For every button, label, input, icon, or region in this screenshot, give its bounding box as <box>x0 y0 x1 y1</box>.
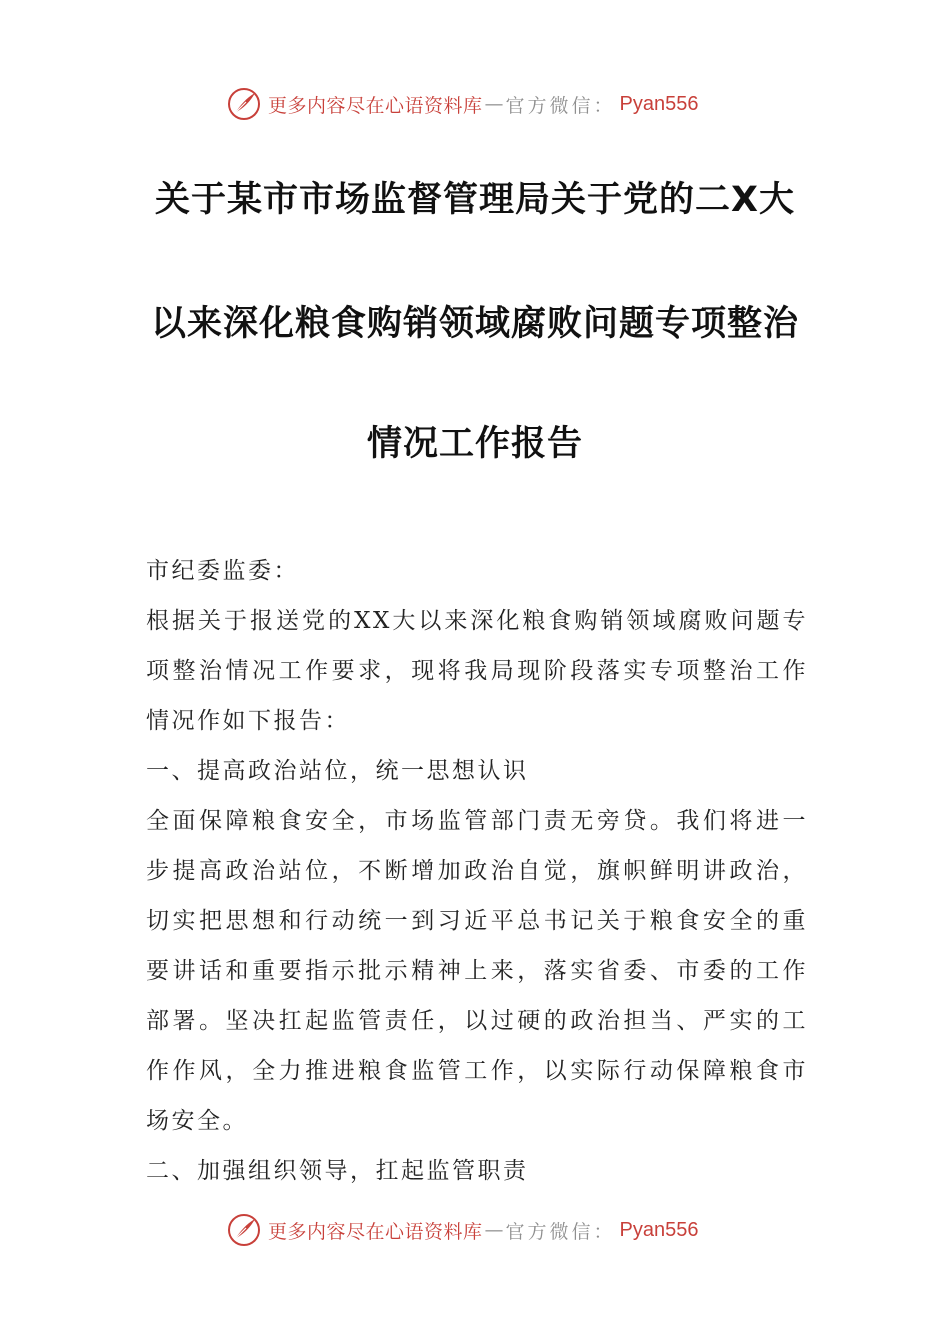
document-title-line-2: 以来深化粮食购销领域腐败问题专项整治 <box>150 304 799 344</box>
watermark-site-text: 更多内容尽在心语资料库 <box>268 1220 483 1243</box>
watermark-site-text: 更多内容尽在心语资料库 <box>268 94 483 117</box>
intro-paragraph: 根据关于报送党的XX大以来深化粮食购销领域腐败问题专项整治情况工作要求，现将我局现阶段落实专项整治工作情况作如下报告： <box>146 608 808 734</box>
header-watermark <box>226 84 699 124</box>
watermark-dash: — <box>484 1219 504 1241</box>
feather-pen-logo-icon <box>226 1212 262 1248</box>
document-title-line-1: 关于某市市场监督管理局关于党的二X大 <box>155 180 795 220</box>
salutation: 市纪委监委： <box>146 558 299 584</box>
document-title-line-3: 情况工作报告 <box>366 424 583 464</box>
watermark-wechat-id: Pyan556 <box>619 1218 699 1241</box>
section-1-heading: 一、提高政治站位，统一思想认识 <box>146 758 529 784</box>
watermark-wechat-id: Pyan556 <box>619 92 699 115</box>
feather-pen-logo-icon <box>226 86 262 122</box>
watermark-wechat-label: 官方微信： <box>505 1220 616 1243</box>
watermark-dash: — <box>484 93 504 115</box>
footer-watermark <box>226 1210 699 1250</box>
watermark-wechat-label: 官方微信： <box>505 94 616 117</box>
document-body <box>146 546 808 1196</box>
section-2-heading: 二、加强组织领导，扛起监管职责 <box>146 1158 529 1184</box>
section-1-paragraph: 全面保障粮食安全，市场监管部门责无旁贷。我们将进一步提高政治站位，不断增加政治自觉，旗帜鲜明讲政治，切实把思想和行动统一到习近平总书记关于粮食安全的重要讲话和重要指示批示精神上来，落实省委、市委的工作部署。坚决扛起监管责任，以过硬的政治担当、严实的工作作风，全力推进粮食监管工作，以实际行动保障粮食市场安全。 <box>146 808 808 1134</box>
